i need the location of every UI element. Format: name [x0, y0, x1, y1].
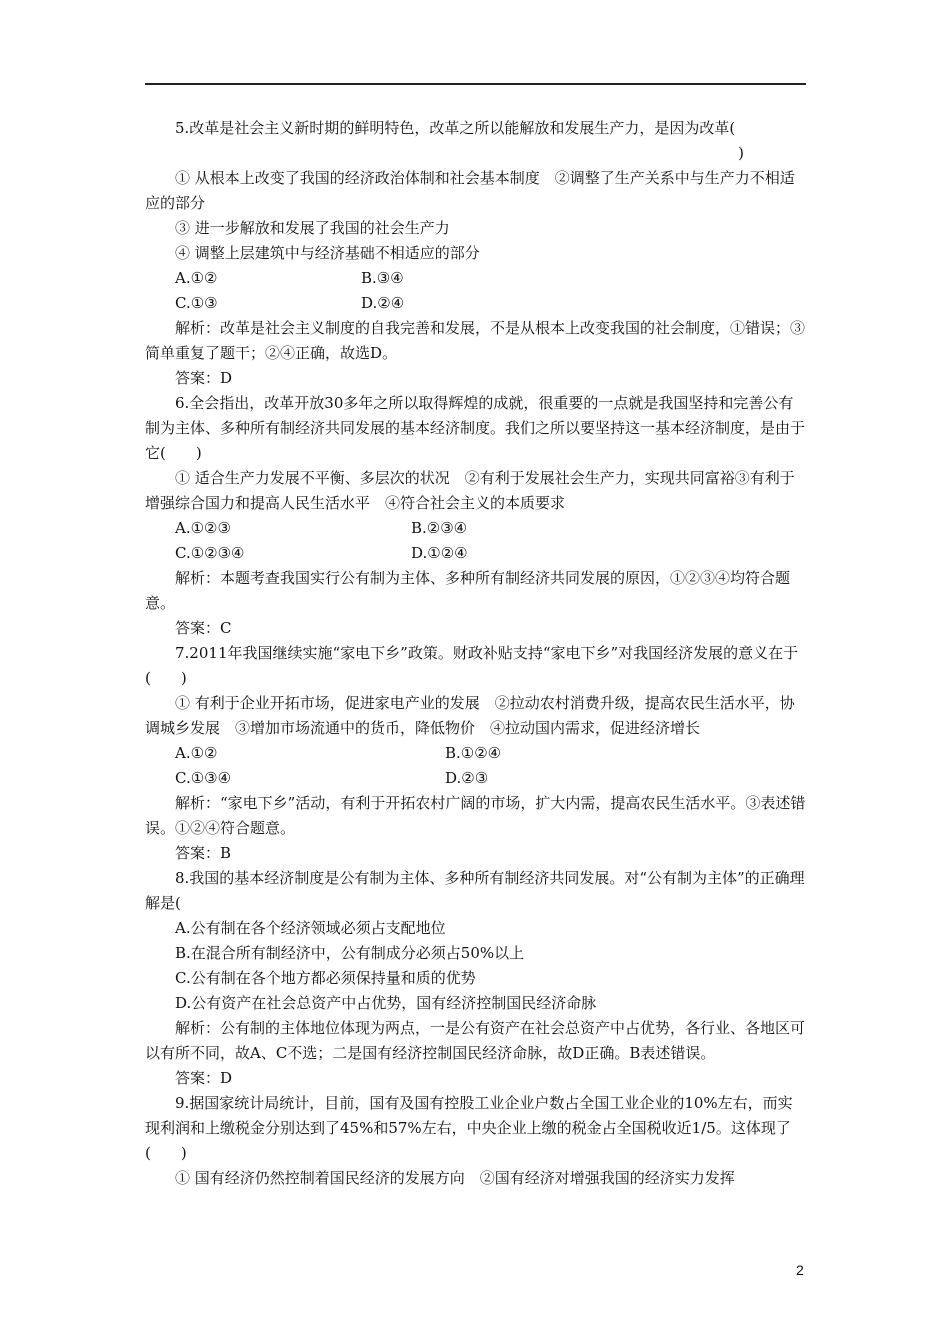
q7-items: ① 有利于企业开拓市场，促进家电产业的发展 ②拉动农村消费升级，提高农民生活水平，协调城乡发展 ③增加市场流通中的货币，降低物价 ④拉动国内需求，促进经济增长	[145, 694, 795, 737]
q5-option-d: D.②④	[361, 294, 405, 312]
q7-answer: 答案：B	[175, 844, 232, 862]
q6-options-row-2	[145, 541, 806, 566]
q5-item-3: ③ 进一步解放和发展了我国的社会生产力	[175, 219, 450, 237]
q9-items: ① 国有经济仍然控制着国民经济的发展方向 ②国有经济对增强我国的经济实力发挥	[175, 1169, 735, 1187]
q6-options-row-1	[145, 516, 806, 541]
q8-option-d: D.公有资产在社会总资产中占优势，国有经济控制国民经济命脉	[175, 994, 597, 1012]
q7-option-a: A.①②	[175, 744, 218, 762]
q7-options-row-2	[145, 766, 806, 791]
q7-analysis: 解析：“家电下乡”活动，有利于开拓农村广阔的市场，扩大内需，提高农民生活水平。③表述错误。①②④符合题意。	[145, 794, 806, 837]
q5-item-4: ④ 调整上层建筑中与经济基础不相适应的部分	[175, 244, 480, 262]
q5-option-c: C.①③	[175, 294, 218, 312]
q5-option-a: A.①②	[175, 269, 218, 287]
q6-answer: 答案：C	[175, 619, 232, 637]
q6-option-c: C.①②③④	[175, 544, 245, 562]
q7-stem: 7.2011年我国继续实施“家电下乡”政策。财政补贴支持“家电下乡”对我国经济发展的意义在于( )	[145, 644, 799, 687]
q6-option-d: D.①②④	[411, 544, 468, 562]
q5-option-b: B.③④	[361, 269, 404, 287]
q8-option-c: C.公有制在各个地方都必须保持量和质的优势	[175, 969, 476, 987]
q8-option-b: B.在混合所有制经济中，公有制成分必须占50%以上	[175, 944, 525, 962]
q7-option-d: D.②③	[445, 769, 489, 787]
q8-answer: 答案：D	[175, 1069, 233, 1087]
q5-analysis: 解析：改革是社会主义制度的自我完善和发展，不是从根本上改变我国的社会制度，①错误；③简单重复了题干；②④正确，故选D。	[145, 319, 806, 362]
q6-analysis: 解析：本题考查我国实行公有制为主体、多种所有制经济共同发展的原因，①②③④均符合题意。	[145, 569, 791, 612]
q8-analysis: 解析：公有制的主体地位体现为两点，一是公有资产在社会总资产中占优势，各行业、各地区可以有所不同，故A、C不选；二是国有经济控制国民经济命脉，故D正确。B表述错误。	[145, 1019, 806, 1062]
q8-stem: 8.我国的基本经济制度是公有制为主体、多种所有制经济共同发展。对“公有制为主体”的正确理解是(	[145, 869, 805, 912]
q8-option-a: A.公有制在各个经济领域必须占支配地位	[175, 919, 446, 937]
q5-stem-paren: )	[738, 144, 744, 162]
q7-option-b: B.①②④	[445, 744, 502, 762]
header-rule	[145, 83, 806, 85]
q5-stem: 5.改革是社会主义新时期的鲜明特色，改革之所以能解放和发展生产力，是因为改革(	[175, 119, 736, 137]
q7-options-row-1	[145, 741, 806, 766]
page-number: 2	[796, 1262, 804, 1278]
q6-items: ① 适合生产力发展不平衡、多层次的状况 ②有利于发展社会生产力，实现共同富裕③有利于增强综合国力和提高人民生活水平 ④符合社会主义的本质要求	[145, 469, 795, 512]
q7-option-c: C.①③④	[175, 769, 232, 787]
q6-stem: 6.全会指出，改革开放30多年之所以取得辉煌的成就，很重要的一点就是我国坚持和完善公有制为主体、多种所有制经济共同发展的基本经济制度。我们之所以要坚持这一基本经济制度，是由于它( )	[145, 394, 806, 462]
q5-item-1: ① 从根本上改变了我国的经济政治体制和社会基本制度 ②调整了生产关系中与生产力不相适应的部分	[145, 169, 795, 212]
q9-stem: 9.据国家统计局统计，目前，国有及国有控股工业企业户数占全国工业企业的10%左右，而实现利润和上缴税金分别达到了45%和57%左右，中央企业上缴的税金占全国税收近1/5。这体现了( )	[145, 1094, 793, 1162]
q5-options-row-1	[145, 266, 806, 291]
q5-answer: 答案：D	[175, 369, 233, 387]
q6-option-a: A.①②③	[175, 519, 231, 537]
q5-options-row-2	[145, 291, 806, 316]
page-content	[145, 116, 806, 1191]
q6-option-b: B.②③④	[411, 519, 468, 537]
